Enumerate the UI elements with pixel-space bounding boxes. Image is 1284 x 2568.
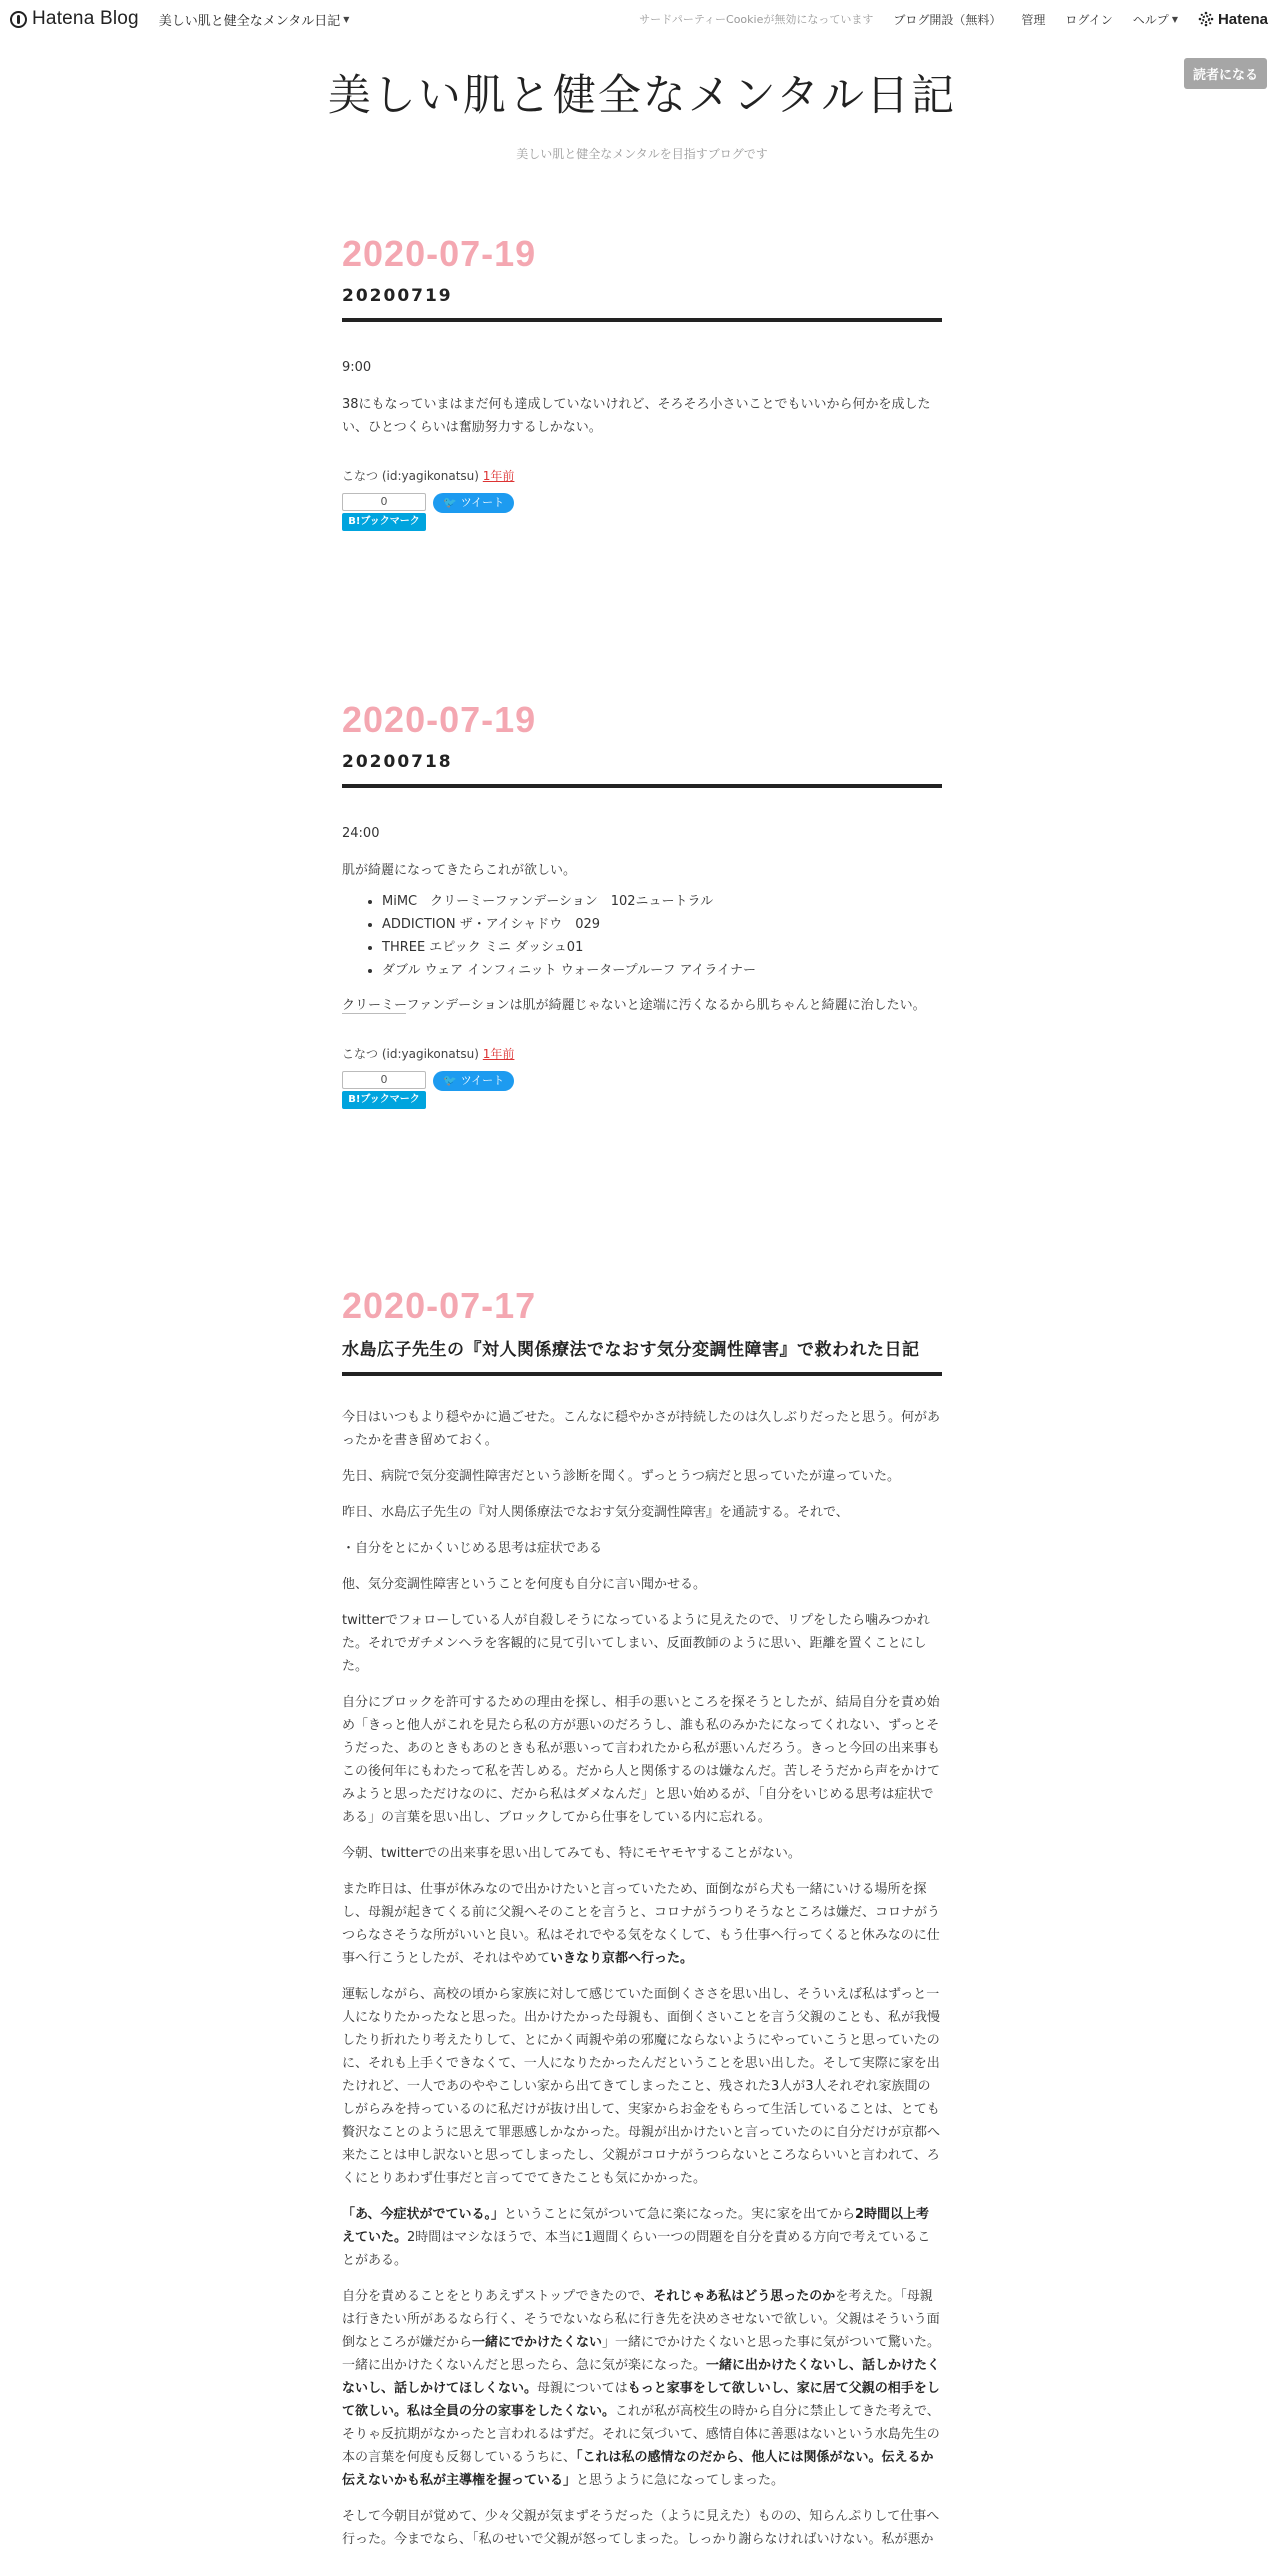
blog-header <box>0 62 1284 162</box>
help-menu[interactable] <box>1133 11 1178 28</box>
bookmark-count[interactable]: 0 <box>342 1071 426 1089</box>
entry-article <box>342 233 942 531</box>
hatena-bookmark-widget <box>342 493 426 531</box>
blog-title[interactable]: 美しい肌と健全なメンタル日記 <box>327 71 957 121</box>
tweet-button[interactable] <box>433 1071 514 1091</box>
caret-down-icon: ▼ <box>343 14 350 24</box>
nav-right-group <box>639 11 1274 28</box>
twitter-bird-icon: 🐦 <box>443 1073 457 1087</box>
entry-ago-link[interactable]: 1年前 <box>482 468 515 483</box>
entry-author[interactable]: こなつ (id:yagikonatsu) <box>342 1046 479 1061</box>
entry-paragraph: 昨日、水島広子先生の『対人関係療法でなおす気分変調性障害』を通読する。それで、 <box>342 1504 849 1520</box>
top-navbar <box>0 0 1284 38</box>
entry-paragraph <box>342 1878 942 1970</box>
tweet-label: ツイート <box>460 495 505 509</box>
title-divider <box>342 1372 942 1376</box>
list-item: • ダブル ウェア インフィニット ウォータープルーフ アイライナー <box>382 959 942 982</box>
entry-paragraph: 他、気分変調性障害ということを何度も自分に言い聞かせる。 <box>342 1576 707 1592</box>
bookmark-count[interactable]: 0 <box>342 493 426 511</box>
bookmark-button[interactable]: B!ブックマーク <box>342 513 426 531</box>
start-blog-link[interactable]: ブログ開設（無料） <box>893 12 1002 27</box>
entry-paragraph: そして今朝目が覚めて、少々父親が気まずそうだった（ように見えた）ものの、知らんぷりして仕事へ行った。今までなら、「私のせいで父親が怒ってしまった。しっかり謝らなければいけない。私が悪か <box>342 2508 940 2547</box>
entry-paragraph <box>342 994 942 1017</box>
hatena-blog-logo-text: Hatena Blog <box>32 8 139 29</box>
entry-article <box>342 1285 942 2564</box>
entry-body <box>342 822 942 1017</box>
emphasis-text: いきなり京都へ行った。 <box>550 1950 694 1966</box>
entry-title[interactable]: 20200718 <box>342 752 453 772</box>
paragraph-text: を考えた。「母親は行きたい所があるなら行く、そうでないなら私に行き先を決めさせないで欲しい。父親はそういう面倒なところが嫌だから <box>342 2288 940 2350</box>
paragraph-text: ファンデーションは肌が綺麗じゃないと途端に汚くなるから肌ちゃんと綺麗に治したい。 <box>406 997 926 1013</box>
twitter-bird-icon: 🐦 <box>443 495 457 509</box>
entry-paragraph: 肌が綺麗になってきたらこれが欲しい。 <box>342 862 577 878</box>
emphasis-text: 一緒にでかけたくない <box>472 2334 603 2350</box>
entry-date[interactable]: 2020-07-19 <box>342 233 537 274</box>
paragraph-text: と思うように急になってしまった。 <box>576 2472 785 2488</box>
paragraph-text: これが私が高校生の時から自分に禁止してきた考えで、そりゃ反抗期がなかったと言われるはずだ。それに気づいて、感情自体に善悪はないという水島先生の本の言葉を何度も反芻しているうちに、 <box>342 2403 940 2465</box>
nav-blog-title-menu[interactable] <box>159 10 350 29</box>
emphasis-text: それじゃあ私はどう思ったのか <box>653 2288 836 2304</box>
entry-paragraph: ・自分をとにかくいじめる思考は症状である <box>342 1540 603 1556</box>
emphasis-text: 「これは私の感情なのだから、他人には関係がない。伝えるか伝えないかも私が主導権を握っている」 <box>342 2449 934 2488</box>
share-buttons <box>342 493 942 531</box>
entry-paragraph <box>342 2203 942 2272</box>
entry-ago-link[interactable]: 1年前 <box>482 1046 515 1061</box>
title-divider <box>342 318 942 322</box>
entry-paragraph: 運転しながら、高校の頃から家族に対して感じていた面倒くささを思い出し、そういえば私はずっと一人になりたかったなと思った。出かけたかった母親も、面倒くさいことを言う父親のことも、私が我慢したり折れたり考えたりして、とにかく両親や弟の邪魔にならないようにやっていこうと思っていたのに、それも上手くできなくて、一人になりたかったんだということを思い出した。そして実際に家を出たけれど、一人であのややこしい家から出てきてしまったこと、残された3人が3人それぞれ家族間のしがらみを持っているのに私だけが抜け出して、実家からお金をもらって生活していることは、とても贅沢なことのように思えて罪悪感しかなかった。母親が出かけたいと言っていたのに自分だけが京都へ来たことは申し訳ないと思ってしまったし、父親がコロナがうつらないところならいいと言われて、ろくにとりあわず仕事だと言ってでてきたことも気にかかった。 <box>342 1986 941 2186</box>
entry-footer <box>342 1045 942 1062</box>
emphasis-text: もっと家事をして欲しいし、家に居て父親の相手をして欲しい。私は全員の分の家事をしたくない。 <box>342 2380 940 2419</box>
paragraph-text: 」一緒にでかけたくないと思った事に気がついて驚いた。一緒に出かけたくないんだと思ったら、急に気が楽になった。 <box>342 2334 941 2373</box>
paragraph-text: また昨日は、仕事が休みなので出かけたいと言っていたため、面倒ながら犬も一緒にいける場所を探し、母親が起きてくる前に父親へそのことを言うと、コロナがうつりそうなところは嫌だ、コロナがうつらなさそうな所がいいと良い。私はそれでやる気をなくして、もう仕事へ行ってくると休みなのに仕事へ行こうとしたが、それはやめて <box>342 1881 941 1966</box>
entry-paragraph: 自分にブロックを許可するための理由を探し、相手の悪いところを探そうとしたが、結局自分を責め始め「きっと他人がこれを見たら私の方が悪いのだろうし、誰も私のみかたになってくれない、ずっとそうだった、あのときもあのときも私が悪いって言われたから私が悪いんだろう。きっと今回の出来事もこの後何年にもわたって私を苦しめる。だから人と関係するのは嫌なんだ。苦しそうだから声をかけてみようと思っただけなのに、だから私はダメなんだ」と思い始めるが、「自分をいじめる思考は症状である」の言葉を思い出し、ブロックしてから仕事をしている内に忘れる。 <box>342 1694 941 1825</box>
hatena-bookmark-widget <box>342 1071 426 1109</box>
entry-title[interactable]: 20200719 <box>342 286 453 306</box>
entry-paragraph <box>342 2285 942 2492</box>
entry-title[interactable]: 水島広子先生の『対人関係療法でなおす気分変調性障害』で救われた日記 <box>342 1340 920 1360</box>
blog-description: 美しい肌と健全なメンタルを目指すブログです <box>516 147 768 161</box>
paragraph-text: 自分を責めることをとりあえずストップできたので、 <box>342 2288 654 2304</box>
hatena-logo[interactable] <box>1198 11 1268 28</box>
help-label: ヘルプ <box>1132 12 1169 27</box>
entry-paragraph: twitterでフォローしている人が自殺しそうになっているように見えたので、リプをしたら噛みつかれた。それでガチメンヘラを客観的に見て引いてしまい、反面教師のように思い、距離を置くことにした。 <box>342 1612 930 1674</box>
entry-paragraph: 今日はいつもより穏やかに過ごせた。こんなに穏やかさが持続したのは久しぶりだったと思う。何があったかを書き留めておく。 <box>342 1409 941 1448</box>
list-item: • MiMC クリーミーファンデーション 102ニュートラル <box>382 890 942 913</box>
entry-paragraph: 今朝、twitterでの出来事を思い出してみても、特にモヤモヤすることがない。 <box>342 1845 801 1861</box>
login-link[interactable]: ログイン <box>1065 12 1113 27</box>
entry-author[interactable]: こなつ (id:yagikonatsu) <box>342 468 479 483</box>
entry-paragraph: 38にもなっていまはまだ何も達成していないけれど、そろそろ小さいことでもいいから何かを成したい、ひとつくらいは奮励努力するしかない。 <box>342 396 931 435</box>
manage-link[interactable]: 管理 <box>1021 12 1046 27</box>
entry-paragraph: 先日、病院で気分変調性障害だという診断を聞く。ずっとうつ病だと思っていたが違っていた。 <box>342 1468 900 1484</box>
entry-time: 24:00 <box>342 825 380 841</box>
tweet-label: ツイート <box>460 1073 505 1087</box>
entry-date[interactable]: 2020-07-17 <box>342 1285 537 1326</box>
hatena-blog-logo[interactable] <box>10 8 139 30</box>
list-item: • ADDICTION ザ・アイシャドウ 029 <box>382 913 942 936</box>
nav-blog-title-text: 美しい肌と健全なメンタル日記 <box>158 13 341 29</box>
share-buttons <box>342 1071 942 1109</box>
emphasis-text: 「あ、今症状がでている。」 <box>342 2206 504 2222</box>
entry-date[interactable]: 2020-07-19 <box>342 699 537 740</box>
entry-body <box>342 356 942 439</box>
paragraph-text: 2時間はマシなほうで、本当に1週間くらい一つの問題を自分を責める方向で考えていることがある。 <box>342 2229 931 2268</box>
subscribe-button[interactable]: 読者になる <box>1184 58 1267 89</box>
hatena-blog-logo-icon <box>10 11 27 28</box>
emphasis-text: 2時間以上考えていた。 <box>342 2206 930 2245</box>
emphasis-text: 一緒に出かけたくないし、話しかけたくないし、話しかけてほしくない。 <box>342 2357 941 2396</box>
list-item: • THREE エピック ミニ ダッシュ01 <box>382 936 942 959</box>
title-divider <box>342 784 942 788</box>
entry-footer <box>342 467 942 484</box>
entry-article <box>342 699 942 1109</box>
caret-down-icon: ▼ <box>1171 14 1178 24</box>
keyword-link[interactable]: クリーミー <box>342 997 407 1013</box>
tweet-button[interactable] <box>433 493 514 513</box>
wishlist <box>382 890 942 982</box>
entry-time: 9:00 <box>342 359 372 375</box>
paragraph-text: 母親については <box>537 2380 628 2396</box>
entry-body <box>342 1406 942 2551</box>
bookmark-button[interactable]: B!ブックマーク <box>342 1091 426 1109</box>
hatena-logo-text: Hatena <box>1217 10 1268 28</box>
paragraph-text: ということに気がついて急に楽になった。実に家を出てから <box>503 2206 855 2222</box>
cookie-notice[interactable]: サードパーティーCookieが無効になっています <box>639 13 874 26</box>
hatena-gear-icon <box>1198 11 1214 27</box>
